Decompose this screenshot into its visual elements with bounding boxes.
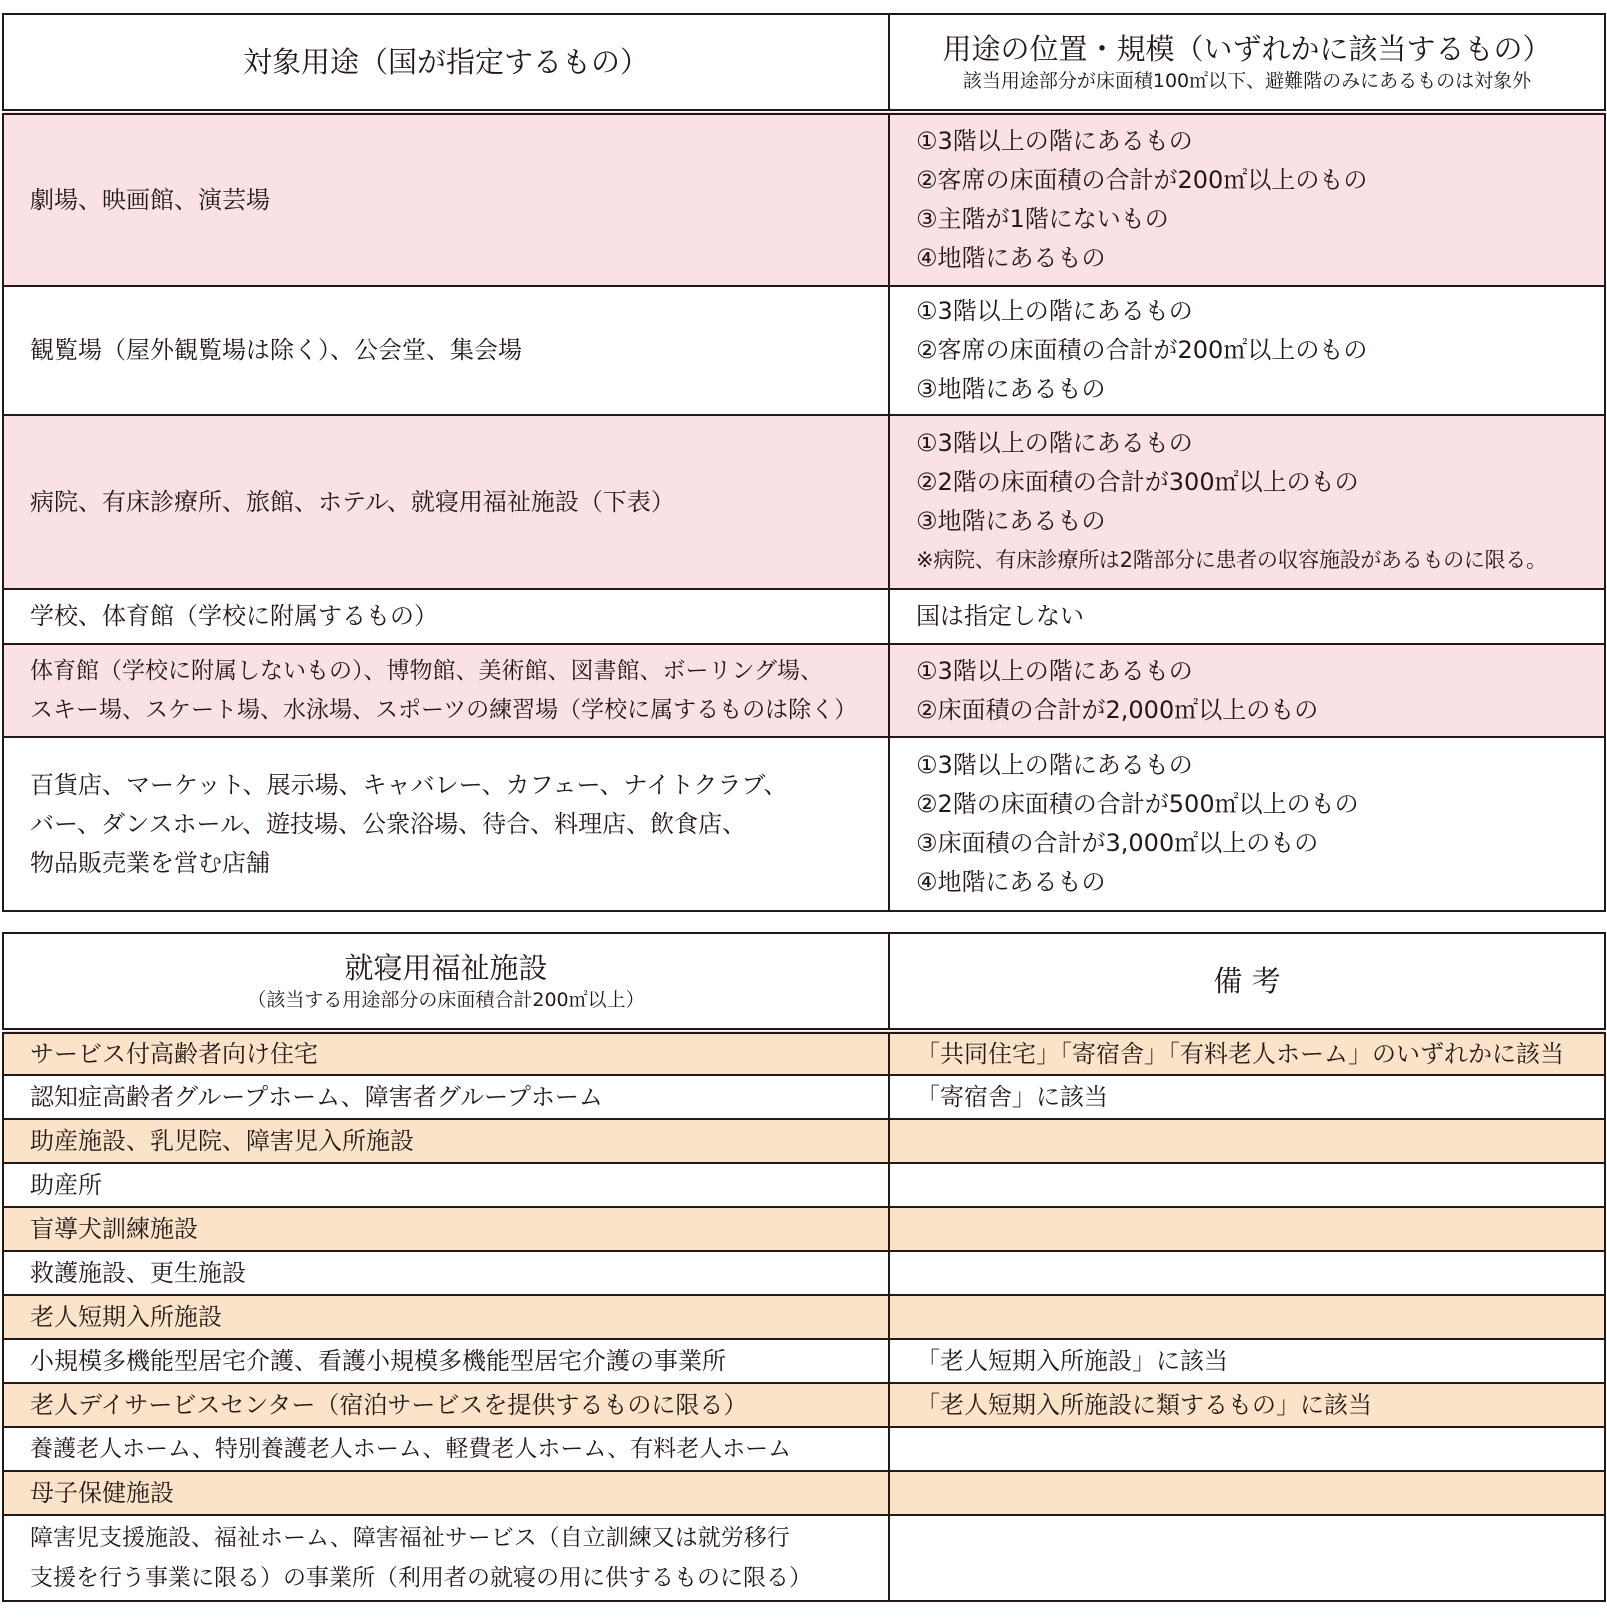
remark-cell <box>889 1471 1605 1515</box>
facility-line: 障害児支援施設、福祉ホーム、障害福祉サービス（自立訓練又は就労移行 <box>30 1525 790 1551</box>
facility-cell <box>3 1031 889 1075</box>
usage-criteria-table <box>2 13 1606 912</box>
criteria-line: ③地階にあるもの <box>916 507 1106 535</box>
facility-line: 養護老人ホーム、特別養護老人ホーム、軽費老人ホーム、有料老人ホーム <box>30 1436 792 1462</box>
facility-cell <box>3 1075 889 1119</box>
use-cell <box>3 589 889 644</box>
facility-line: 救護施設、更生施設 <box>30 1259 246 1287</box>
table-row <box>3 1251 1605 1295</box>
use-cell <box>3 286 889 415</box>
facility-line: 老人短期入所施設 <box>30 1303 222 1331</box>
welfare-facility-table <box>2 932 1606 1602</box>
facility-line: 盲導犬訓練施設 <box>30 1215 198 1243</box>
remark-text: 「寄宿舎」に該当 <box>916 1083 1108 1111</box>
facility-cell <box>3 1119 889 1163</box>
remark-cell <box>889 1075 1605 1119</box>
header-welfare-facility <box>3 933 889 1031</box>
remark-cell <box>889 1031 1605 1075</box>
criteria-cell <box>889 112 1605 286</box>
table-row <box>3 1163 1605 1207</box>
facility-line: 助産所 <box>30 1171 102 1199</box>
criteria-note: ※病院、有床診療所は2階部分に患者の収容施設があるものに限る。 <box>916 548 1547 572</box>
remark-cell <box>889 1207 1605 1251</box>
header-position-scale <box>889 14 1605 112</box>
criteria-line: ②客席の床面積の合計が200㎡以上のもの <box>916 166 1368 194</box>
remark-cell <box>889 1515 1605 1601</box>
criteria-line: ①3階以上の階にあるもの <box>916 297 1193 325</box>
use-line: 観覧場（屋外観覧場は除く）、公会堂、集会場 <box>30 336 522 364</box>
use-cell <box>3 112 889 286</box>
criteria-line: ②客席の床面積の合計が200㎡以上のもの <box>916 336 1368 364</box>
criteria-cell <box>889 644 1605 737</box>
facility-cell <box>3 1295 889 1339</box>
criteria-line: ③地階にあるもの <box>916 375 1106 403</box>
facility-cell <box>3 1251 889 1295</box>
criteria-line: ④地階にあるもの <box>916 244 1106 272</box>
header-position-scale-note: 該当用途部分が床面積100㎡以下、避難階のみにあるものは対象外 <box>962 70 1532 92</box>
criteria-cell <box>889 737 1605 911</box>
table-row <box>3 737 1605 911</box>
criteria-line: ④地階にあるもの <box>916 868 1106 896</box>
remark-text: 「老人短期入所施設」に該当 <box>916 1347 1228 1375</box>
header-remarks <box>889 933 1605 1031</box>
remark-cell <box>889 1339 1605 1383</box>
remark-cell <box>889 1427 1605 1471</box>
facility-line: 認知症高齢者グループホーム、障害者グループホーム <box>30 1083 603 1111</box>
use-line: スキー場、スケート場、水泳場、スポーツの練習場（学校に属するものは除く） <box>30 696 858 723</box>
facility-line: サービス付高齢者向け住宅 <box>30 1040 318 1068</box>
criteria-line: ②床面積の合計が2,000㎡以上のもの <box>916 695 1319 724</box>
facility-cell <box>3 1427 889 1471</box>
use-cell <box>3 737 889 911</box>
criteria-line: ②2階の床面積の合計が500㎡以上のもの <box>916 790 1359 818</box>
header-welfare-facility-label: 就寝用福祉施設 <box>344 951 548 985</box>
remark-cell <box>889 1295 1605 1339</box>
use-line: 病院、有床診療所、旅館、ホテル、就寝用福祉施設（下表） <box>30 487 675 516</box>
facility-line: 小規模多機能型居宅介護、看護小規模多機能型居宅介護の事業所 <box>30 1347 726 1375</box>
remark-text: 「老人短期入所施設に類するもの」に該当 <box>916 1391 1372 1419</box>
header-target-use <box>3 14 889 112</box>
criteria-line: ①3階以上の階にあるもの <box>916 429 1193 457</box>
criteria-line: ②2階の床面積の合計が300㎡以上のもの <box>916 468 1359 496</box>
facility-line: 母子保健施設 <box>30 1479 174 1507</box>
table-row <box>3 286 1605 415</box>
use-line: バー、ダンスホール、遊技場、公衆浴場、待合、料理店、飲食店、 <box>30 809 747 838</box>
criteria-cell <box>889 589 1605 644</box>
criteria-cell <box>889 415 1605 589</box>
table-row <box>3 415 1605 589</box>
use-line: 物品販売業を営む店舗 <box>30 848 270 877</box>
header-welfare-facility-note: （該当する用途部分の床面積合計200㎡以上） <box>247 989 645 1011</box>
use-line: 学校、体育館（学校に附属するもの） <box>30 602 438 630</box>
facility-cell <box>3 1471 889 1515</box>
header-position-scale-label: 用途の位置・規模（いずれかに該当するもの） <box>942 32 1552 66</box>
criteria-line: ①3階以上の階にあるもの <box>916 656 1193 685</box>
use-cell <box>3 644 889 737</box>
table-row <box>3 1295 1605 1339</box>
table-row <box>3 1515 1605 1601</box>
criteria-line: ①3階以上の階にあるもの <box>916 751 1193 779</box>
use-line: 百貨店、マーケット、展示場、キャバレー、カフェー、ナイトクラブ、 <box>30 770 788 799</box>
remark-cell <box>889 1251 1605 1295</box>
use-line: 体育館（学校に附属しないもの）、博物館、美術館、図書館、ボーリング場、 <box>30 657 824 684</box>
facility-cell <box>3 1339 889 1383</box>
criteria-line: ①3階以上の階にあるもの <box>916 127 1193 155</box>
remark-cell <box>889 1163 1605 1207</box>
criteria-line: ③主階が1階にないもの <box>916 205 1169 233</box>
facility-line: 助産施設、乳児院、障害児入所施設 <box>30 1127 414 1155</box>
table-row <box>3 1207 1605 1251</box>
criteria-line: 国は指定しない <box>916 602 1084 630</box>
table-row <box>3 1471 1605 1515</box>
header-target-use-label: 対象用途（国が指定するもの） <box>242 45 649 79</box>
table-row <box>3 1075 1605 1119</box>
facility-cell <box>3 1163 889 1207</box>
table-row <box>3 1383 1605 1427</box>
table-row <box>3 1031 1605 1075</box>
use-cell <box>3 415 889 589</box>
table-row <box>3 1427 1605 1471</box>
facility-cell <box>3 1383 889 1427</box>
table-row <box>3 644 1605 737</box>
table-row <box>3 112 1605 286</box>
facility-line: 老人デイサービスセンター（宿泊サービスを提供するものに限る） <box>30 1391 748 1419</box>
remark-cell <box>889 1383 1605 1427</box>
facility-cell <box>3 1515 889 1601</box>
criteria-line: ③床面積の合計が3,000㎡以上のもの <box>916 829 1319 857</box>
header-remarks-label: 備 考 <box>1213 964 1281 998</box>
criteria-cell <box>889 286 1605 415</box>
table-row <box>3 1339 1605 1383</box>
remark-cell <box>889 1119 1605 1163</box>
facility-cell <box>3 1207 889 1251</box>
table-row <box>3 1119 1605 1163</box>
facility-line: 支援を行う事業に限る）の事業所（利用者の就寝の用に供するものに限る） <box>30 1565 812 1591</box>
remark-text: 「共同住宅」「寄宿舎」「有料老人ホーム」のいずれかに該当 <box>916 1040 1564 1068</box>
table-row <box>3 589 1605 644</box>
use-line: 劇場、映画館、演芸場 <box>30 185 270 214</box>
